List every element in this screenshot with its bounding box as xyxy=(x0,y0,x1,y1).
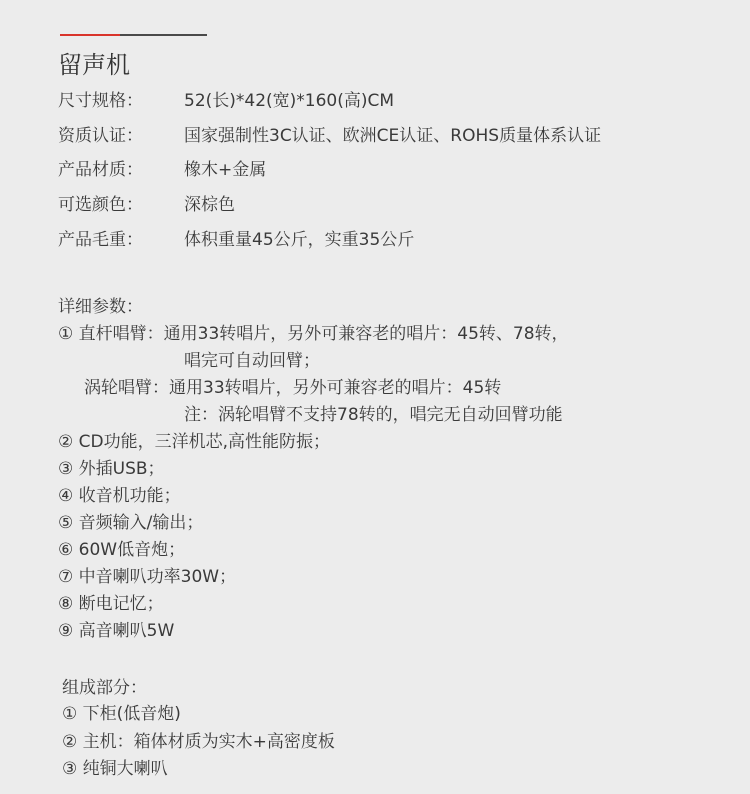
detail-line: 唱完可自动回臂； xyxy=(184,351,320,371)
detail-line: ⑥ 60W低音炮； xyxy=(58,540,186,560)
spec-label: 可选颜色： xyxy=(58,195,143,215)
spec-value: 橡木+金属 xyxy=(184,160,267,180)
spec-row-size xyxy=(58,89,394,113)
details-heading: 详细参数： xyxy=(58,297,143,317)
detail-line: ① 直杆唱臂：通用33转唱片，另外可兼容老的唱片：45转、78转， xyxy=(58,324,569,344)
spec-value: 深棕色 xyxy=(184,195,235,215)
composition-item: ① 下柜(低音炮) xyxy=(62,704,181,724)
spec-row-material xyxy=(58,158,266,182)
detail-line: ② CD功能，三洋机芯,高性能防振； xyxy=(58,432,331,452)
page-title: 留声机 xyxy=(58,51,130,79)
detail-line: ⑨ 高音喇叭5W xyxy=(58,621,175,641)
spec-value: 52(长)*42(宽)*160(高)CM xyxy=(184,91,395,111)
composition-heading: 组成部分： xyxy=(62,678,147,698)
composition-item: ③ 纯铜大喇叭 xyxy=(62,759,168,779)
spec-label: 资质认证： xyxy=(58,126,143,146)
detail-line: ④ 收音机功能； xyxy=(58,486,181,506)
title-underline-accent xyxy=(60,34,120,36)
detail-line: ③ 外插USB； xyxy=(58,459,165,479)
spec-value: 国家强制性3C认证、欧洲CE认证、ROHS质量体系认证 xyxy=(184,126,602,146)
detail-line: 涡轮唱臂：通用33转唱片，另外可兼容老的唱片：45转 xyxy=(84,378,502,398)
spec-label: 尺寸规格： xyxy=(58,91,143,111)
detail-line: ⑦ 中音喇叭功率30W； xyxy=(58,567,237,587)
spec-label: 产品毛重： xyxy=(58,230,143,250)
spec-label: 产品材质： xyxy=(58,160,143,180)
spec-row-certification xyxy=(58,124,601,148)
composition-item: ② 主机：箱体材质为实木+高密度板 xyxy=(62,732,335,752)
detail-line: ⑧ 断电记忆； xyxy=(58,594,164,614)
title-underline xyxy=(60,34,207,36)
spec-row-color xyxy=(58,193,235,217)
detail-line: 注：涡轮唱臂不支持78转的，唱完无自动回臂功能 xyxy=(184,405,563,425)
spec-row-weight xyxy=(58,228,414,252)
detail-line: ⑤ 音频输入/输出； xyxy=(58,513,204,533)
spec-value: 体积重量45公斤，实重35公斤 xyxy=(184,230,415,250)
